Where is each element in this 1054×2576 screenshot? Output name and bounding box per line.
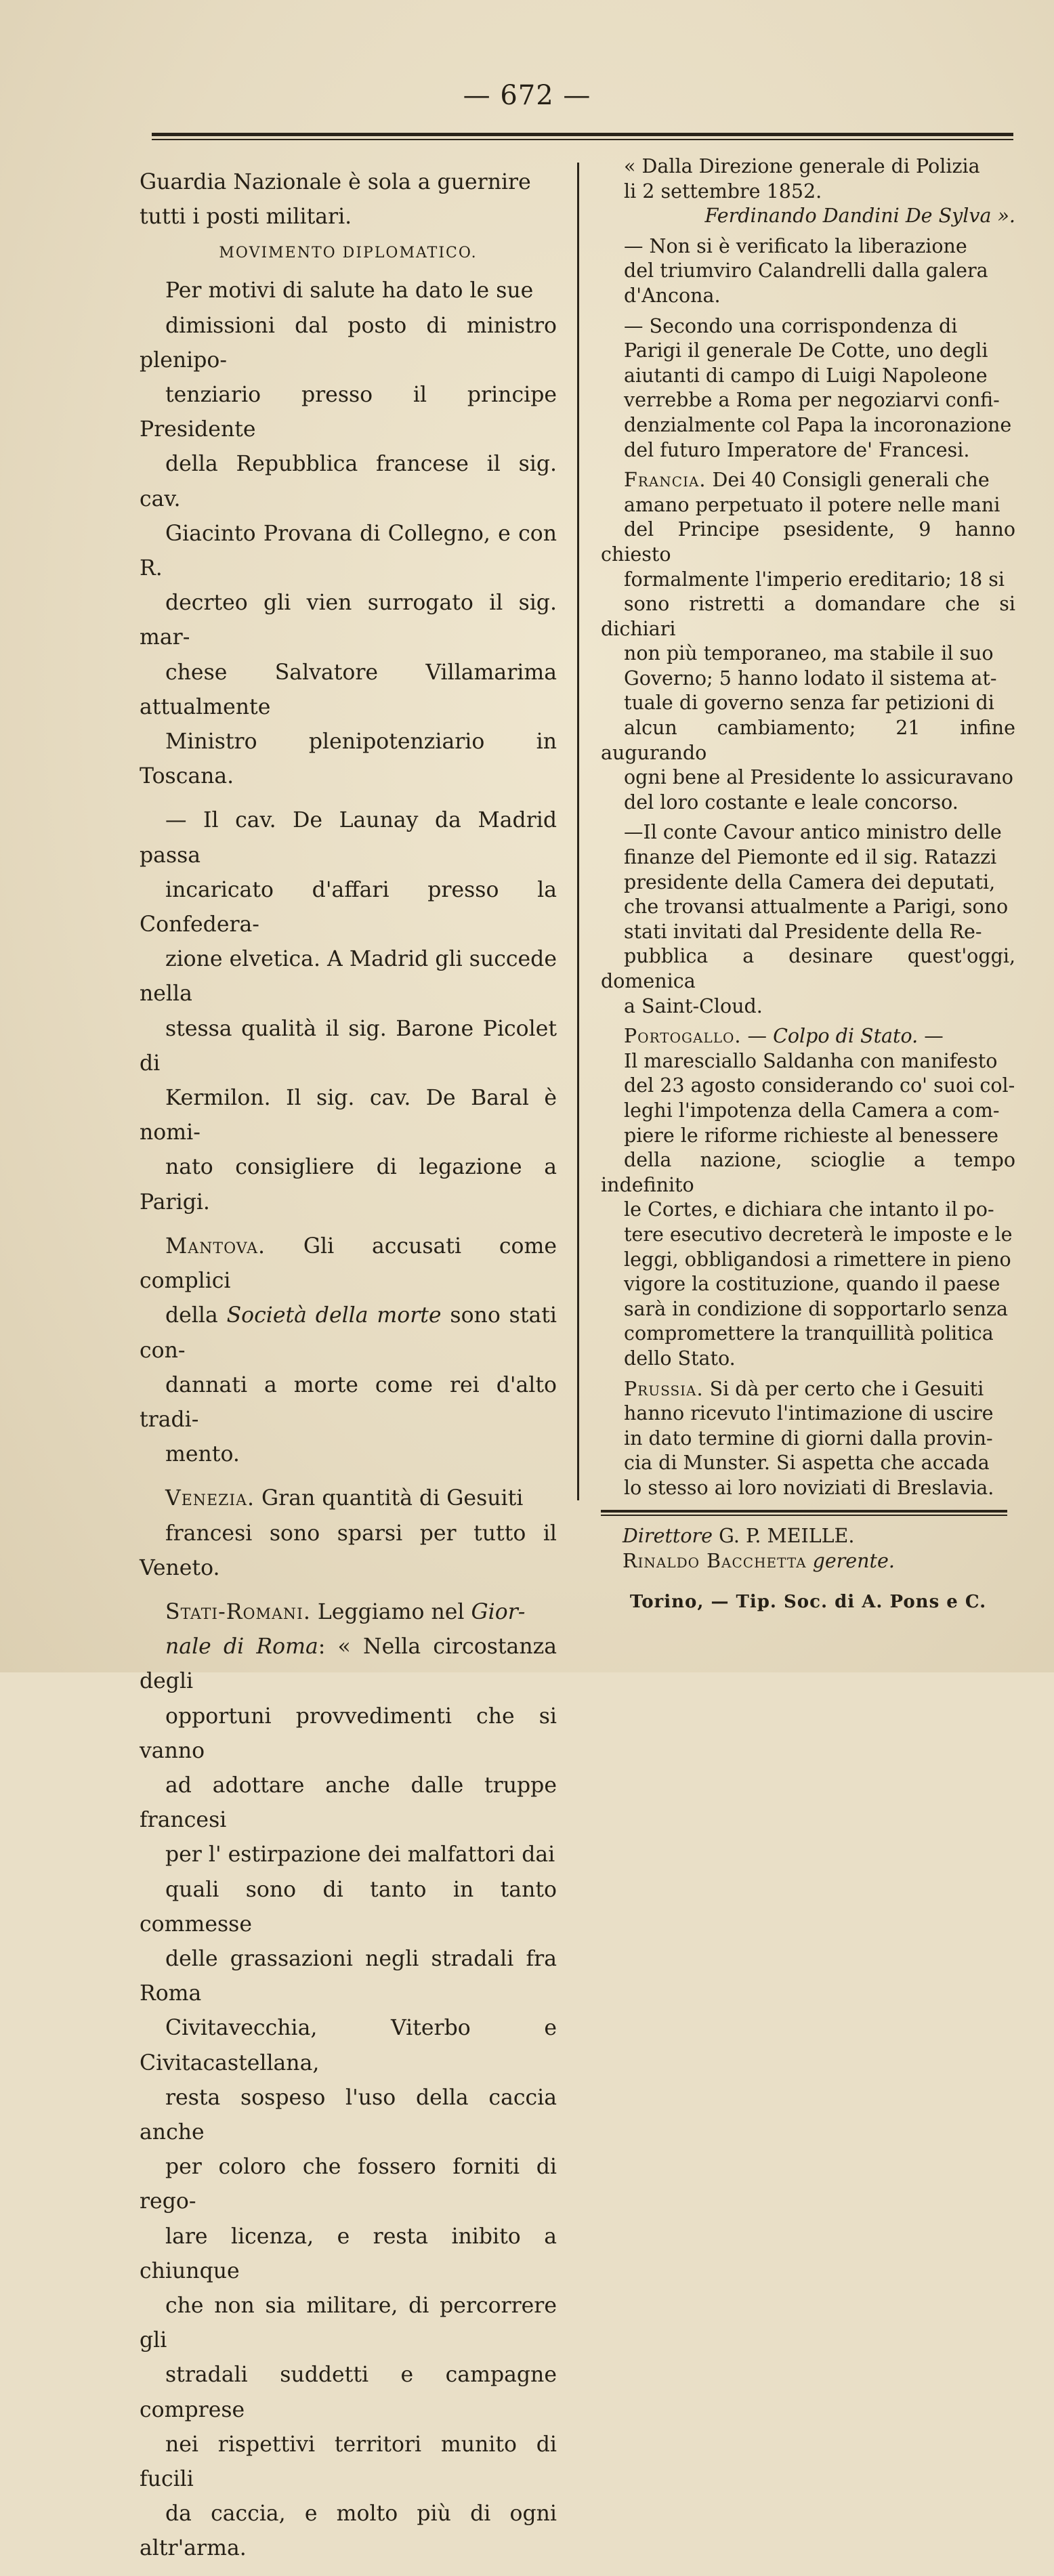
- text-line: [601, 1377, 1015, 1402]
- text-line: verrebbe a Roma per negoziarvi confi-: [624, 389, 1000, 412]
- text-line: lare licenza, e resta inibito a chiunque: [140, 2224, 557, 2283]
- column-divider: [577, 163, 579, 1500]
- text-fragment: Si dà per certo che i Gesuiti: [703, 1377, 984, 1400]
- text-line: che non sia militare, di percorrere gli: [140, 2293, 557, 2353]
- text-line: « Dalla Direzione generale di Polizia: [624, 155, 980, 177]
- text-line: compromettere la tranquillità politica: [624, 1322, 994, 1345]
- text-line: sono ristretti a domandare che si dichiari: [601, 593, 1015, 640]
- masthead-credits: [601, 1524, 1015, 1574]
- italic-fragment: Gior-: [471, 1599, 526, 1624]
- text-line: sarà in condizione di sopportarlo senza: [624, 1297, 1008, 1320]
- top-rule: [152, 133, 1013, 140]
- paragraph-calandrelli: [601, 234, 1015, 309]
- section-heading-movimento: MOVIMENTO DIPLOMATICO.: [219, 245, 478, 262]
- text-line: mento.: [165, 1442, 240, 1467]
- text-fragment: Gli accusati come complici: [140, 1233, 557, 1294]
- text-line: zione elvetica. A Madrid gli succede nella: [140, 947, 557, 1007]
- text-fragment: sono stati con-: [140, 1303, 557, 1363]
- paragraph-francia: [601, 468, 1015, 815]
- text-line: stradali suddetti e campagne comprese: [140, 2363, 557, 2422]
- italic-fragment: Colpo di Stato.: [773, 1025, 919, 1048]
- text-line: in dato termine di giorni dalla provin-: [624, 1427, 993, 1450]
- text-line: non più temporaneo, ma stabile il suo: [624, 642, 994, 665]
- text-line: stati invitati dal Presidente della Re-: [624, 920, 982, 943]
- text-line: tenziario presso il principe Presidente: [140, 383, 557, 442]
- text-line: stessa qualità il sig. Barone Picolet di: [140, 1016, 557, 1076]
- text-line: dello Stato.: [624, 1347, 736, 1370]
- italic-fragment: gerente.: [806, 1550, 895, 1573]
- place-label-francia: Francia.: [624, 469, 707, 492]
- text-line: Per motivi di salute ha dato le sue: [165, 278, 534, 303]
- text-line: Kermilon. Il sig. cav. De Baral è nomi-: [140, 1086, 557, 1145]
- italic-fragment: Direttore: [623, 1525, 713, 1548]
- text-line: francesi sono sparsi per tutto il Veneto.: [140, 1521, 557, 1580]
- text-line: amano perpetuato il potere nelle mani: [624, 493, 1000, 516]
- text-line: — Il cav. De Launay da Madrid passa: [140, 808, 557, 868]
- text-line: del loro costante e leale concorso.: [624, 790, 958, 814]
- paragraph-portogallo: [601, 1024, 1015, 1371]
- text-line: del futuro Imperatore de' Francesi.: [624, 438, 970, 461]
- text-line: leghi l'impotenza della Camera a com-: [624, 1099, 1000, 1122]
- text-line: formalmente l'imperio ereditario; 18 si: [624, 568, 1005, 591]
- text-line: del triumviro Calandrelli dalla galera: [624, 259, 988, 282]
- text-line: del 23 agosto considerando co' suoi col-: [624, 1074, 1015, 1097]
- text-line: [140, 1298, 557, 1368]
- text-line: dimissioni dal posto di ministro plenipo-: [140, 313, 557, 373]
- paragraph-venezia: [140, 1481, 557, 1586]
- italic-fragment: nale di Roma: [165, 1634, 318, 1660]
- quote-signature: Ferdinando Dandini De Sylva ».: [704, 205, 1015, 228]
- text-line: del Principe psesidente, 9 hanno chiesto: [601, 518, 1015, 566]
- text-line: finanze del Piemonte ed il sig. Ratazzi: [624, 846, 997, 869]
- text-line: della nazione, scioglie a tempo indefinito: [601, 1149, 1015, 1196]
- printer-imprint: Torino, — Tip. Soc. di A. Pons e C.: [629, 1591, 987, 1612]
- text-line: a Saint-Cloud.: [624, 994, 763, 1017]
- text-fragment: Dei 40 Consigli generali che: [706, 469, 990, 492]
- text-line: Ministro plenipotenziario in Toscana.: [140, 730, 557, 789]
- paragraph-de-cotte: [601, 314, 1015, 463]
- left-column: [140, 165, 557, 2576]
- text-line: lo stesso ai loro noviziati di Breslavia.: [624, 1476, 994, 1499]
- place-label-prussia: Prussia.: [624, 1377, 704, 1400]
- text-line: delle grassazioni negli stradali fra Roma: [140, 1946, 557, 2006]
- text-line: pubblica a desinare quest'oggi, domenica: [601, 945, 1015, 992]
- text-line: nei rispettivi territori munito di fucili: [140, 2432, 557, 2491]
- text-line: alcun cambiamento; 21 infine augurando: [601, 717, 1015, 764]
- paragraph-dimissioni: [140, 274, 557, 794]
- right-column: [601, 154, 1015, 1612]
- gerente-line: [623, 1549, 1015, 1574]
- director-line: [623, 1524, 1015, 1549]
- paragraph-stati-romani: [140, 1595, 557, 2567]
- text-fragment: Gran quantità di Gesuiti: [255, 1486, 524, 1511]
- text-line: quali sono di tanto in tanto commesse: [140, 1877, 557, 1937]
- text-line: nato consigliere di legazione a Parigi.: [140, 1155, 557, 1215]
- paragraph-cavour: [601, 820, 1015, 1019]
- text-fragment: Leggiamo nel: [310, 1599, 471, 1624]
- text-line: da caccia, e molto più di ogni altr'arma.: [140, 2501, 557, 2561]
- paragraph-guardia: [140, 165, 557, 234]
- text-fragment: —: [741, 1025, 774, 1048]
- text-line: vigore la costituzione, quando il paese: [624, 1273, 1000, 1296]
- text-line: per l' estirpazione dei malfattori dai: [165, 1842, 555, 1867]
- text-line: [140, 1595, 557, 1630]
- text-line: Civitavecchia, Viterbo e Civitacastellana,: [140, 2016, 557, 2075]
- text-line: leggi, obbligandosi a rimettere in pieno: [624, 1248, 1011, 1271]
- text-line: le Cortes, e dichiara che intanto il po-: [624, 1198, 994, 1221]
- text-line: [601, 1024, 1015, 1049]
- text-line: [140, 1630, 557, 1699]
- text-line: [140, 1481, 557, 1516]
- text-line: Il maresciallo Saldanha con manifesto: [624, 1049, 998, 1072]
- text-line: ad adottare anche dalle truppe francesi: [140, 1773, 557, 1833]
- paragraph-de-launay: [140, 803, 557, 1219]
- director-name: G. P. MEILLE.: [713, 1525, 855, 1548]
- text-line: resta sospeso l'uso della caccia anche: [140, 2085, 557, 2145]
- bottom-rule: [601, 1510, 1007, 1516]
- text-fragment: della: [165, 1303, 227, 1328]
- text-line: Parigi il generale De Cotte, uno degli: [624, 339, 988, 362]
- text-line: piere le riforme richieste al benessere: [624, 1124, 998, 1147]
- text-line: — Non si è verificato la liberazione: [624, 234, 967, 257]
- page-number: — 672 —: [463, 80, 591, 111]
- text-line: li 2 settembre 1852.: [624, 180, 822, 203]
- place-label-stati-romani: Stati-Romani.: [165, 1599, 311, 1624]
- text-line: dannati a morte come rei d'alto tradi-: [140, 1372, 557, 1432]
- text-line: —Il conte Cavour antico ministro delle: [624, 821, 1002, 844]
- text-line: Governo; 5 hanno lodato il sistema at-: [624, 667, 997, 690]
- text-line: opportuni provvedimenti che si vanno: [140, 1704, 557, 1763]
- text-line: tuale di governo senza far petizioni di: [624, 692, 994, 715]
- text-line: chese Salvatore Villamarima attualmente: [140, 660, 557, 719]
- place-label-venezia: Venezia.: [165, 1486, 255, 1511]
- italic-fragment: Società della morte: [226, 1303, 442, 1328]
- paragraph-quote-polizia: [601, 154, 1015, 229]
- text-line: per coloro che fossero forniti di rego-: [140, 2155, 557, 2214]
- text-line: tutti i posti militari.: [140, 205, 352, 230]
- text-line: Giacinto Provana di Collegno, e con R.: [140, 521, 557, 581]
- text-fragment: —: [918, 1025, 944, 1048]
- paragraph-mantova: [140, 1229, 557, 1472]
- place-label-portogallo: Portogallo.: [624, 1025, 742, 1048]
- text-line: [601, 468, 1015, 493]
- text-line: d'Ancona.: [624, 284, 721, 307]
- text-line: della Repubblica francese il sig. cav.: [140, 452, 557, 511]
- text-line: tere esecutivo decreterà le imposte e le: [624, 1223, 1013, 1246]
- text-line: decrteo gli vien surrogato il sig. mar-: [140, 591, 557, 650]
- text-line: cia di Munster. Si aspetta che accada: [624, 1452, 990, 1475]
- text-line: hanno ricevuto l'intimazione di uscire: [624, 1402, 994, 1425]
- place-label-mantova: Mantova.: [165, 1233, 266, 1259]
- text-fragment: : « Nella circostanza degli: [140, 1634, 557, 1694]
- text-line: presidente della Camera dei deputati,: [624, 870, 996, 893]
- text-line: — Secondo una corrispondenza di: [624, 314, 958, 337]
- text-line: [140, 1229, 557, 1298]
- text-line: che trovansi attualmente a Parigi, sono: [624, 895, 1009, 919]
- paragraph-prussia: [601, 1377, 1015, 1501]
- text-line: Guardia Nazionale è sola a guernire: [140, 170, 531, 194]
- text-line: denzialmente col Papa la incoronazione: [624, 413, 1012, 436]
- text-line: ogni bene al Presidente lo assicuravano: [624, 766, 1013, 789]
- text-line: incaricato d'affari presso la Confedera-: [140, 877, 557, 937]
- text-line: aiutanti di campo di Luigi Napoleone: [624, 364, 988, 387]
- gerente-name: Rinaldo Bacchetta: [623, 1550, 807, 1573]
